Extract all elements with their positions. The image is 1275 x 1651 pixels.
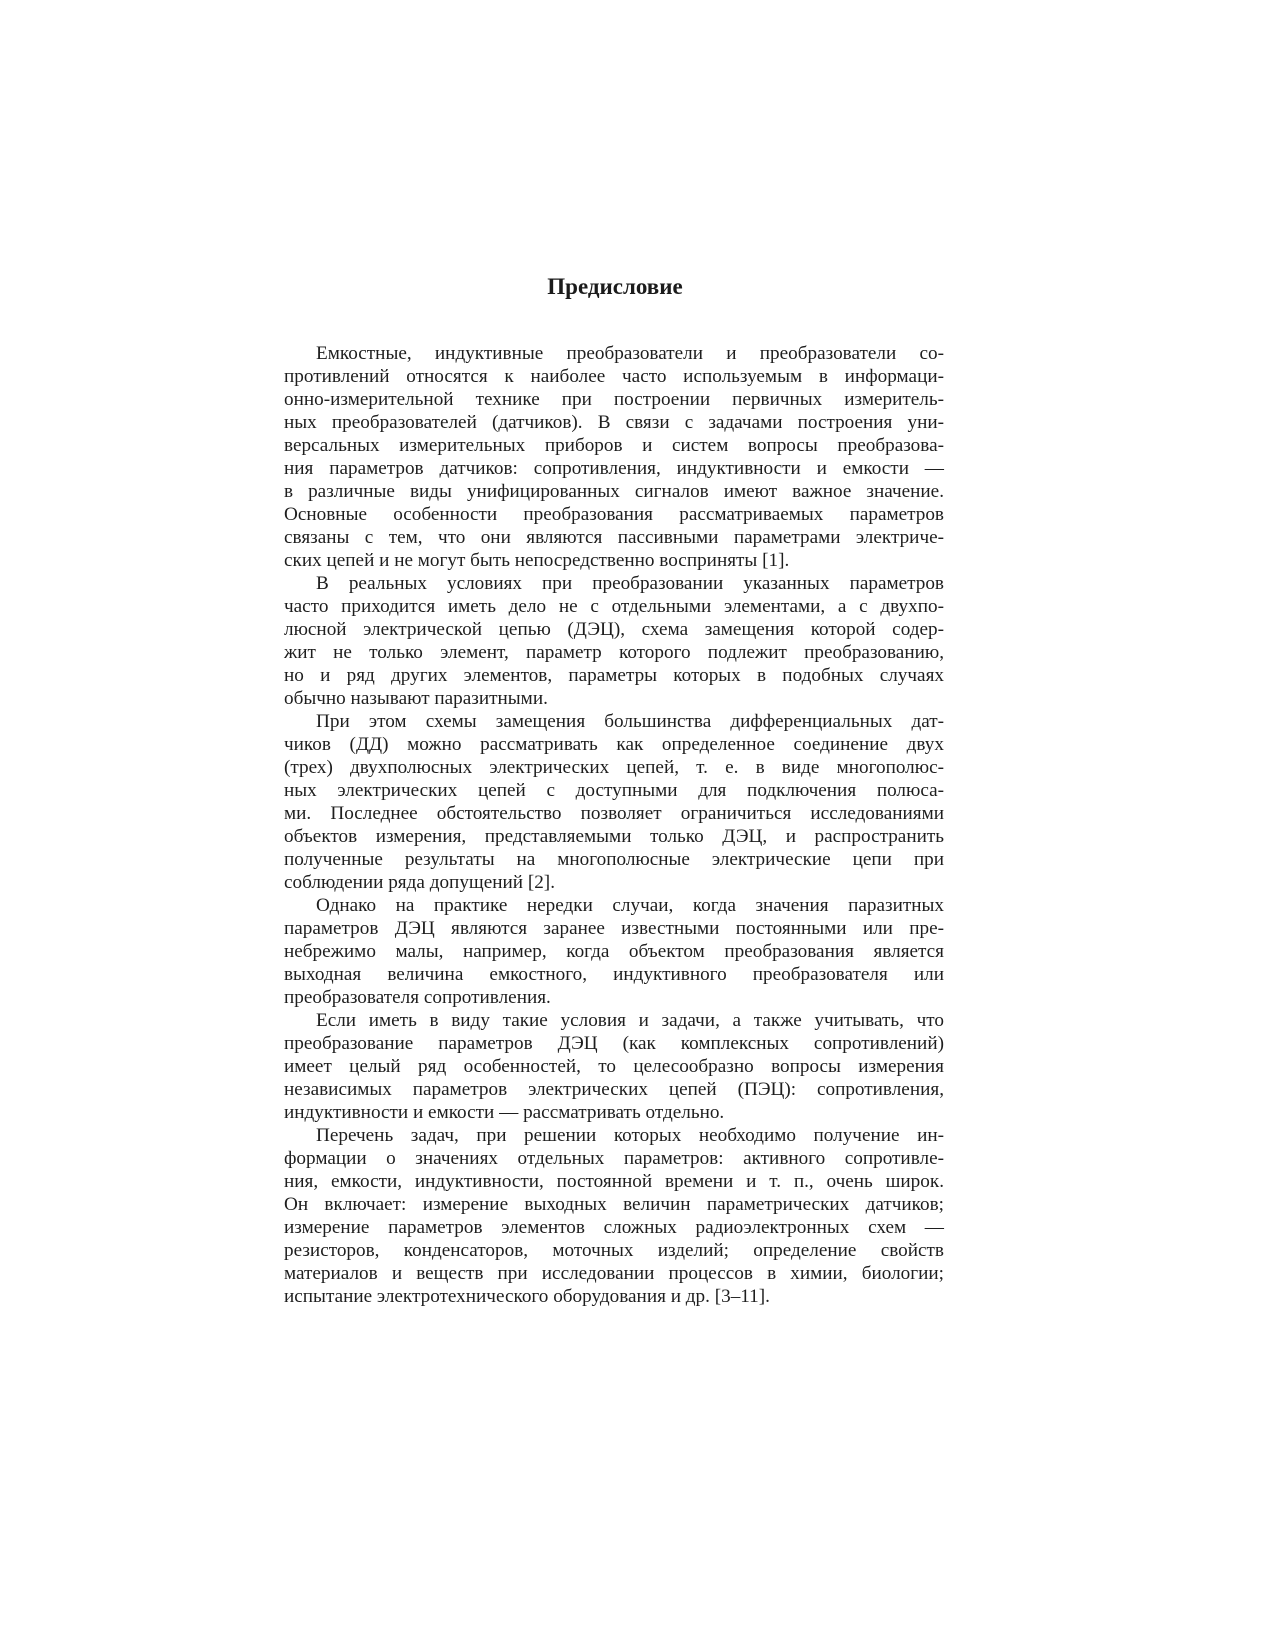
text-line: индуктивности и емкости — рассматривать отдельно. [284,1102,725,1123]
text-line: полученные результаты на многополюсные электрические цепи при [284,849,944,870]
text-line: ских цепей и не могут быть непосредственно восприняты [1]. [284,550,790,571]
text-line: Емкостные, индуктивные преобразователи и преобразователи со- [316,343,944,364]
text-line: независимых параметров электрических цепей (ПЭЦ): сопротивления, [284,1079,944,1100]
text-line: связаны с тем, что они являются пассивными параметрами электриче- [284,527,944,548]
text-line: ных электрических цепей с доступными для подключения полюса- [284,780,944,801]
paragraph-5 [284,1009,944,1124]
text-line: материалов и веществ при исследовании процессов в химии, биологии; [284,1263,944,1284]
text-line: ния, емкости, индуктивности, постоянной времени и т. п., очень широк. [284,1171,944,1192]
text-line: соблюдении ряда допущений [2]. [284,872,555,893]
text-line: Перечень задач, при решении которых необходимо получение ин- [316,1125,944,1146]
text-line: преобразование параметров ДЭЦ (как комплексных сопротивлений) [284,1033,944,1054]
text-line: имеет целый ряд особенностей, то целесообразно вопросы измерения [284,1056,944,1077]
text-line: При этом схемы замещения большинства дифференциальных дат- [316,711,944,732]
text-line: (трех) двухполюсных электрических цепей, т. е. в виде многополюс- [284,757,944,778]
text-line: преобразователя сопротивления. [284,987,551,1008]
text-line: ных преобразователей (датчиков). В связи с задачами построения уни- [284,412,944,433]
text-line: Если иметь в виду такие условия и задачи, а также учитывать, что [316,1010,944,1031]
text-line: версальных измерительных приборов и систем вопросы преобразова- [284,435,944,456]
text-line: В реальных условиях при преобразовании указанных параметров [316,573,944,594]
paragraph-6 [284,1124,944,1308]
text-line: но и ряд других элементов, параметры которых в подобных случаях [284,665,944,686]
paragraph-3 [284,710,944,894]
text-line: жит не только элемент, параметр которого подлежит преобразованию, [284,642,944,663]
text-line: параметров ДЭЦ являются заранее известными постоянными или пре- [284,918,944,939]
text-line: в различные виды унифицированных сигналов имеют важное значение. [284,481,944,502]
text-line: измерение параметров элементов сложных радиоэлектронных схем — [284,1217,944,1238]
text-line: небрежимо малы, например, когда объектом преобразования является [284,941,944,962]
text-line: испытание электротехнического оборудования и др. [3–11]. [284,1286,770,1307]
text-line: ния параметров датчиков: сопротивления, индуктивности и емкости — [284,458,944,479]
paragraph-1 [284,342,944,572]
text-line: ми. Последнее обстоятельство позволяет ограничиться исследованиями [284,803,944,824]
text-line: объектов измерения, представляемыми только ДЭЦ, и распространить [284,826,944,847]
paragraph-4 [284,894,944,1009]
text-line: чиков (ДД) можно рассматривать как определенное соединение двух [284,734,944,755]
body-text [284,342,944,1308]
text-line: формации о значениях отдельных параметров: активного сопротивле- [284,1148,944,1169]
text-line: Основные особенности преобразования рассматриваемых параметров [284,504,944,525]
text-line: онно-измерительной технике при построении первичных измеритель- [284,389,944,410]
text-line: противлений относятся к наиболее часто используемым в информаци- [284,366,944,387]
page-title: Предисловие [547,274,683,299]
text-line: резисторов, конденсаторов, моточных изделий; определение свойств [284,1240,944,1261]
text-line: Однако на практике нередки случаи, когда значения паразитных [316,895,944,916]
text-line: Он включает: измерение выходных величин параметрических датчиков; [284,1194,944,1215]
text-line: выходная величина емкостного, индуктивного преобразователя или [284,964,944,985]
text-line: обычно называют паразитными. [284,688,548,709]
paragraph-2 [284,572,944,710]
text-line: часто приходится иметь дело не с отдельными элементами, а с двухпо- [284,596,944,617]
text-line: люсной электрической цепью (ДЭЦ), схема замещения которой содер- [284,619,944,640]
